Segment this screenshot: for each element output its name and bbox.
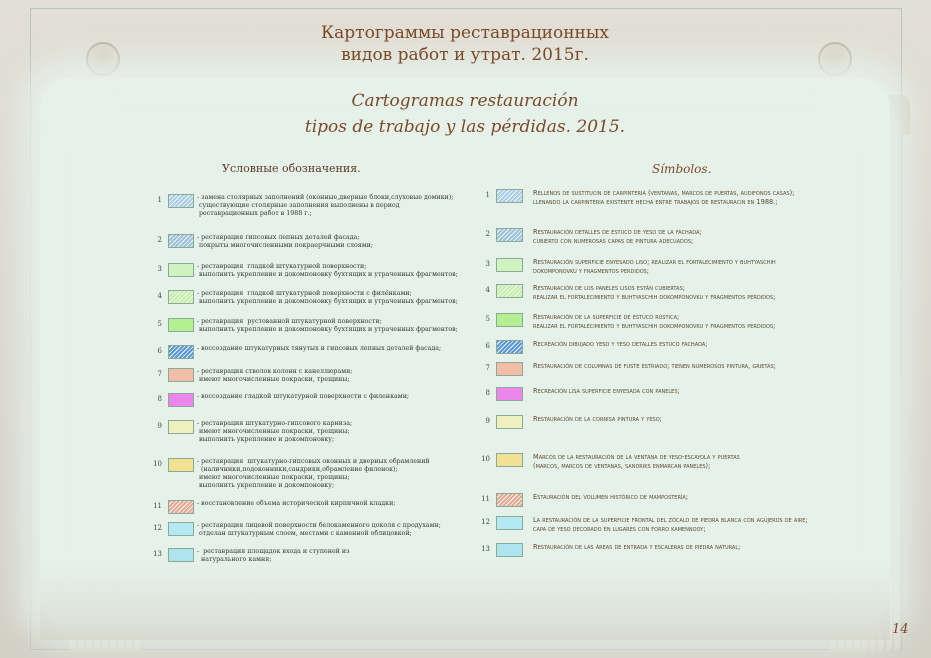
- item-description: Recreación dibujado yeso y yeso detalles estuco fachada;: [533, 340, 708, 348]
- item-number: 13: [153, 550, 162, 558]
- color-swatch: [168, 500, 194, 514]
- item-description: - восстановление объема исторической кирпичной кладки;: [197, 500, 396, 507]
- item-description: - реставрация площадок входа и ступеней из натурального камня;: [197, 548, 350, 563]
- item-description: - реставрация штукатурно-гипсового карниза; имеют многочисленные покраски, трещины; выполнить укрепление и докомпоновку;: [197, 420, 353, 443]
- item-number: 13: [481, 545, 490, 553]
- item-description: Estauración del volumen histórico de mampostería;: [533, 493, 689, 501]
- item-description: Restauración de la superficie de estuco rústica; realizar el fortalecimiento y buhtyaschih dokomponovku y fragmentos perdidos;: [533, 313, 776, 330]
- item-description: Marcos de la restauración de la ventana de yeso-escayola y puertas (marcos, marcos de ventanas, sandriks enmarcan paneles);: [533, 453, 740, 470]
- color-swatch: [168, 458, 194, 472]
- legend-item: [478, 453, 740, 471]
- item-number: 10: [153, 460, 162, 468]
- item-description: - реставрация лицевой поверхности белокаменного цоколя с продухами; отделан штукатурным слоем, местами с каменной облицовкой;: [197, 522, 441, 537]
- page-number: 14: [892, 622, 909, 637]
- item-number: 2: [485, 230, 490, 238]
- legend-item: [478, 189, 794, 207]
- item-number: 11: [481, 495, 490, 503]
- item-description: Restauración de la cornisa pintura y yeso;: [533, 415, 662, 423]
- title-line-1: Картограммы реставрационных: [321, 23, 609, 43]
- item-description: Restauración de columnas de fuste estriado; tienen numerosos pintura, grietas;: [533, 362, 776, 370]
- legend-item: [150, 318, 458, 334]
- color-swatch: [496, 313, 523, 327]
- item-number: 9: [157, 422, 162, 430]
- item-number: 4: [157, 292, 162, 300]
- legend-item: [150, 500, 395, 514]
- legend-item: [150, 368, 352, 384]
- color-swatch: [496, 228, 523, 242]
- color-swatch: [168, 548, 194, 562]
- legend-item: [478, 313, 775, 331]
- legend-item: [478, 340, 708, 354]
- legend-item: [150, 420, 352, 444]
- item-description: - воссоздание штукатурных тянутых и гипсовых лепных деталей фасада;: [197, 345, 442, 352]
- color-swatch: [168, 522, 194, 536]
- color-swatch: [168, 234, 194, 248]
- item-description: La restauración de la superficie frontal del zócalo de piedra blanca con agujeros de aire; capa de yeso decorado en lugares con forro kamennooy;: [533, 516, 808, 533]
- item-description: Restauración detalles de estuco de yeso de la fachada; cubierto con numerosas capas de pintura adecuados;: [533, 228, 702, 245]
- color-swatch: [168, 368, 194, 382]
- item-number: 1: [485, 191, 490, 199]
- color-swatch: [496, 189, 523, 203]
- item-description: Rellenos de sustitucin de carpinteria (ventanas, marcos de puertas, audifonos casas); llenando la carpinteria existente hecha entre trabajos de restauracin en 1988.;: [533, 189, 795, 206]
- item-number: 5: [485, 315, 490, 323]
- legend-item: [478, 228, 702, 246]
- legend-item: [150, 290, 458, 306]
- page-subtitle: [300, 88, 630, 140]
- color-swatch: [496, 543, 523, 557]
- item-description: - реставрация гипсовых лепных деталей фасада; покрыты многочисленными покраерчными слоями;: [197, 234, 373, 249]
- item-description: - реставрация рустованной штукатурной поверхности; выполнить укрепление и докомпоновку бухтящих и утраченных фрагментов;: [197, 318, 458, 333]
- legend-item: [150, 393, 409, 407]
- legend-item: [478, 493, 688, 507]
- subtitle-line-2: tipos de trabajo y las pérdidas. 2015.: [304, 117, 626, 137]
- legend-item: [150, 458, 430, 490]
- item-number: 8: [157, 395, 162, 403]
- legend-item: [478, 543, 740, 557]
- item-number: 3: [157, 265, 162, 273]
- color-swatch: [496, 415, 523, 429]
- item-number: 10: [481, 455, 490, 463]
- color-swatch: [496, 493, 523, 507]
- item-number: 7: [157, 370, 162, 378]
- item-number: 12: [153, 524, 162, 532]
- rosette-ornament: [86, 42, 120, 76]
- legend-item: [478, 387, 680, 401]
- legend-item: [150, 345, 441, 359]
- item-number: 1: [157, 196, 162, 204]
- color-swatch: [496, 516, 523, 530]
- color-swatch: [168, 263, 194, 277]
- color-swatch: [168, 194, 194, 208]
- color-swatch: [496, 258, 523, 272]
- color-swatch: [168, 318, 194, 332]
- color-swatch: [168, 345, 194, 359]
- item-description: Restauración de los paneles lisos están cubiertas; realizar el fortalecimiento y buhtyaschih dokomponovku y fragmentos perdidos;: [533, 284, 776, 301]
- color-swatch: [168, 393, 194, 407]
- page-title: [300, 22, 630, 66]
- item-number: 11: [153, 502, 162, 510]
- color-swatch: [168, 290, 194, 304]
- color-swatch: [496, 284, 523, 298]
- item-description: - воссоздание гладкой штукатурной поверхности с филенками;: [197, 393, 410, 400]
- legend-item: [478, 415, 662, 429]
- item-description: - реставрация гладкой штукатурной поверхности; выполнить укрепление и докомпоновку бухтящих и утраченных фрагментов;: [197, 263, 458, 278]
- item-number: 7: [485, 364, 490, 372]
- title-line-2: видов работ и утрат. 2015г.: [341, 45, 589, 65]
- legend-item: [150, 548, 350, 564]
- legend-item: [150, 522, 441, 538]
- item-number: 3: [485, 260, 490, 268]
- item-description: - реставрация штукатурно-гипсовых оконных и дверных обрамлений (наличники,подоконники,сандрики,обрамление филенок); имеют многочисленные покраски, трещины; выполнить укрепление и докомпоновку;: [197, 458, 430, 489]
- color-swatch: [496, 362, 523, 376]
- color-swatch: [496, 453, 523, 467]
- legend-heading-es: Símbolos.: [652, 162, 712, 176]
- item-number: 4: [485, 286, 490, 294]
- legend-item: [150, 263, 458, 279]
- color-swatch: [168, 420, 194, 434]
- item-description: - реставрация гладкой штукатурной поверхности с филёнками; выполнить укрепление и докомпоновку бухтящих и утраченных фрагментов;: [197, 290, 458, 305]
- item-description: - замена столярных заполнений (оконные,дверные блоки,слуховые домики); существующие столярные заполнения выполнены в период реставрационных работ в 1988 г.;: [197, 194, 454, 217]
- legend-item: [150, 234, 373, 250]
- color-swatch: [496, 387, 523, 401]
- item-number: 6: [485, 342, 490, 350]
- balustrade-fade: [40, 560, 890, 640]
- item-number: 8: [485, 389, 490, 397]
- legend-item: [478, 516, 808, 534]
- item-description: Restauración de las áreas de entrada y escaleras de piedra natural;: [533, 543, 741, 551]
- item-number: 2: [157, 236, 162, 244]
- item-description: - реставрация стволов колонн с канеллюрами; имеют многочисленные покраски, трещины;: [197, 368, 353, 383]
- item-number: 6: [157, 347, 162, 355]
- item-number: 9: [485, 417, 490, 425]
- legend-heading-ru: Условные обозначения.: [222, 162, 361, 175]
- legend-item: [478, 362, 776, 376]
- item-description: Recreación lisa superficie enyesada con paneles;: [533, 387, 680, 395]
- legend-item: [478, 284, 775, 302]
- legend-item: [478, 258, 776, 276]
- item-number: 12: [481, 518, 490, 526]
- item-description: Restauración superficie enyesado liso; realizar el fortalecimiento y buhtyaschih dokomponovku y fragmentos perdidos;: [533, 258, 776, 275]
- color-swatch: [496, 340, 523, 354]
- item-number: 5: [157, 320, 162, 328]
- rosette-ornament: [818, 42, 852, 76]
- legend-item: [150, 194, 453, 218]
- subtitle-line-1: Cartogramas restauración: [351, 91, 579, 111]
